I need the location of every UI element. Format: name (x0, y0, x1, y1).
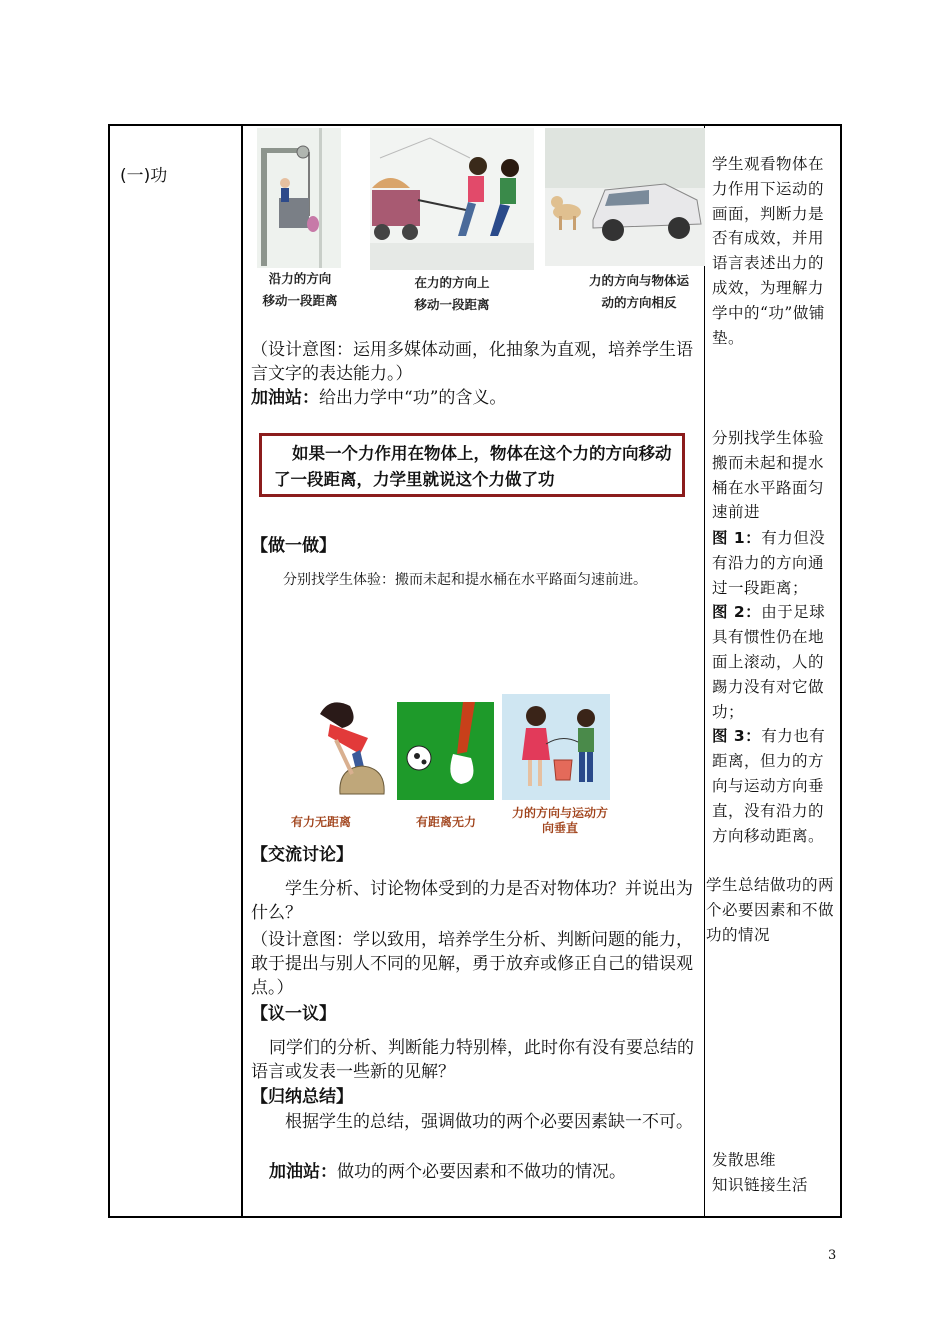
well-bucket-illustration (257, 128, 341, 268)
cart-pulling-illustration (370, 128, 534, 270)
right-note-2: 分别找学生体验搬而未起和提水桶在水平路面匀速前进 (712, 429, 825, 522)
right-fig1: 图 1：有力但没有沿力的方向通过一段距离； (712, 529, 826, 597)
zuoyizuo-text: 分别找学生体验：搬而未起和提水桶在水平路面匀速前进。 (283, 572, 647, 588)
right-note-3: 学生总结做功的两个必要因素和不做功的情况 (706, 876, 835, 944)
caption-along-force-direction: 在力的方向上 移动一段距离 (414, 275, 490, 312)
car-dog-illustration (545, 128, 705, 266)
jiayou-text: 做功的两个必要因素和不做功的情况。 (337, 1162, 626, 1182)
column-divider (241, 126, 243, 1216)
yiyiyi-text: 同学们的分析、判断能力特别棒，此时你有没有要总结的语言或发表一些新的见解？ (251, 1038, 694, 1082)
jiayou-label: 加油站： (269, 1162, 337, 1182)
lifting-rock-illustration (290, 694, 386, 800)
design-intent-1: （设计意图：运用多媒体动画，化抽象为直观，培养学生语言文字的表达能力。） (251, 340, 693, 384)
jiayou-station-2 (269, 1160, 699, 1184)
caption-distance-no-force: 有距离无力 (415, 815, 476, 829)
caption-force-no-distance: 有力无距离 (290, 815, 351, 829)
zuoyizuo-heading: 【做一做】 (251, 536, 336, 556)
column-divider (704, 126, 705, 1216)
summary-text: 根据学生的总结，强调做功的两个必要因素缺一不可。 (285, 1112, 693, 1132)
discussion-heading: 【交流讨论】 (251, 845, 353, 865)
definition-text: 如果一个力作用在物体上，物体在这个力的方向移动了一段距离，力学里就说这个力做了功 (274, 444, 672, 489)
right-note-4: 发散思维 知识链接生活 (712, 1151, 809, 1194)
right-fig-notes (712, 526, 834, 848)
kicked-ball-illustration (397, 702, 494, 800)
section-title: (一)功 (120, 166, 168, 186)
jiayou-station-1 (251, 386, 698, 410)
jiayou-label: 加油站： (251, 388, 319, 408)
right-note-1: 学生观看物体在力作用下运动的画面，判断力是否有成效，并用语言表述出力的成效，为理解力学中的“功”做铺垫。 (712, 155, 825, 347)
page-number: 3 (828, 1248, 837, 1263)
definition-box (259, 433, 685, 497)
yiyiyi-heading: 【议一议】 (251, 1004, 336, 1024)
summary-heading: 【归纳总结】 (251, 1087, 353, 1107)
jiayou-text: 给出力学中“功”的含义。 (319, 388, 507, 408)
caption-opposite-direction: 力的方向与物体运 动的方向相反 (588, 273, 689, 310)
right-fig2: 图 2：由于足球具有惯性仍在地面上滚动，人的踢力没有对它做功； (712, 603, 826, 721)
caption-along-force: 沿力的方向 移动一段距离 (262, 271, 338, 308)
caption-perpendicular: 力的方向与运动方向垂直 (512, 806, 609, 835)
carrying-bucket-illustration (502, 694, 610, 800)
design-intent-2: （设计意图：学以致用，培养学生分析、判断问题的能力，敢于提出与别人不同的见解，勇于放弃或修正自己的错误观点。） (251, 930, 693, 998)
right-fig3: 图 3：有力也有距离，但力的方向与运动方向垂直，没有沿力的方向移动距离。 (712, 727, 826, 845)
discussion-text: 学生分析、讨论物体受到的力是否对物体功？并说出为什么？ (251, 879, 693, 923)
